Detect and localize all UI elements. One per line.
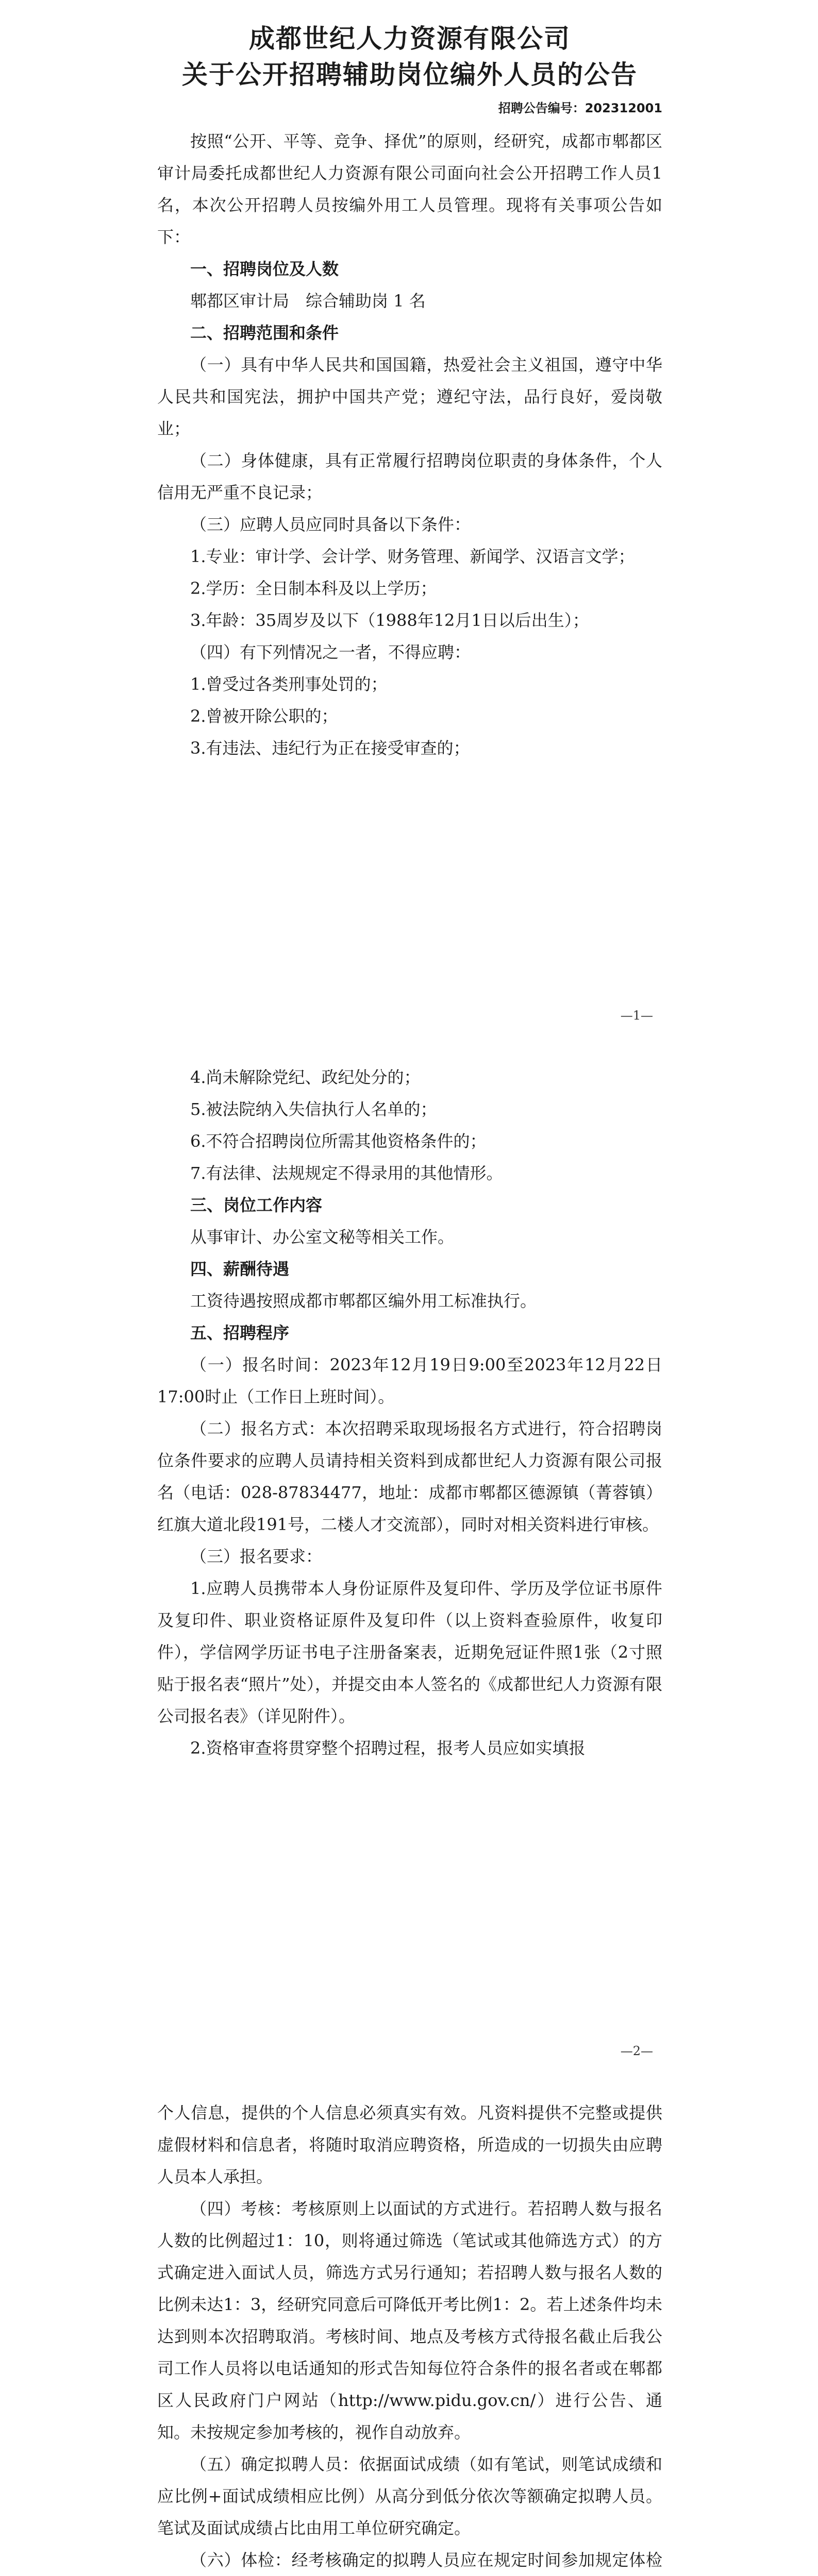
list-item: 3.有违法、违纪行为正在接受审查的； xyxy=(190,738,470,758)
section-1-content: 郫都区审计局 综合辅助岗 1 名 xyxy=(190,291,426,311)
paragraph: 个人信息，提供的个人信息必须真实有效。凡资料提供不完整或提供虚假材料和信息者，将随时取消应聘资格，所造成的一切损失由应聘人员本人承担。 xyxy=(157,2103,662,2187)
section-4-heading: 四、薪酬待遇 xyxy=(190,1259,290,1279)
section-4-content: 工资待遇按照成都市郫都区编外用工标准执行。 xyxy=(190,1291,537,1311)
list-item: 2.曾被开除公职的； xyxy=(190,706,338,726)
paragraph: （一）报名时间：2023年12月19日9:00至2023年12月22日17:00时止（工作日上班时间）。 xyxy=(157,1355,662,1406)
page-1-content xyxy=(157,21,662,764)
section-3-heading: 三、岗位工作内容 xyxy=(190,1195,323,1215)
paragraph: （四）考核：考核原则上以面试的方式进行。若招聘人数与报名人数的比例超过1：10，则将通过筛选（笔试或其他筛选方式）的方式确定进入面试人员，筛选方式另行通知；若招聘人数与报名人数的比例未达1：3，经研究同意后可降低开考比例1：2。若上述条件均未达到则本次招聘取消。考核时间、地点及考核方式待报名截止后我公司工作人员将以电话通知的形式告知每位符合条件的报名者或在郫都区人民政府门户网站（http://www.pidu.gov.cn/）进行公告、通知。未按规定参加考核的，视作自动放弃。 xyxy=(157,2199,662,2442)
paragraph: （三）应聘人员应同时具备以下条件： xyxy=(190,515,471,534)
paragraph: （一）具有中华人民共和国国籍，热爱社会主义祖国，遵守中华人民共和国宪法，拥护中国共产党；遵纪守法，品行良好，爱岗敬业； xyxy=(157,355,662,438)
title-line-1: 成都世纪人力资源有限公司 xyxy=(249,24,571,54)
section-3-content: 从事审计、办公室文秘等相关工作。 xyxy=(190,1227,455,1247)
page-number: —2— xyxy=(620,2044,653,2058)
list-item: 7.有法律、法规规定不得录用的其他情形。 xyxy=(190,1163,503,1183)
list-item: 5.被法院纳入失信执行人名单的； xyxy=(190,1099,437,1119)
page-1 xyxy=(0,0,818,1051)
page-3 xyxy=(0,2087,818,2576)
list-item: 1.专业：审计学、会计学、财务管理、新闻学、汉语言文学； xyxy=(190,547,635,566)
paragraph: （五）确定拟聘人员：依据面试成绩（如有笔试，则笔试成绩和应比例+面试成绩相应比例）从高分到低分依次等额确定拟聘人员。笔试及面试成绩占比由用工单位研究确定。 xyxy=(157,2454,662,2538)
section-2-heading: 二、招聘范围和条件 xyxy=(190,323,339,343)
list-item: 2.资格审查将贯穿整个招聘过程，报考人员应如实填报 xyxy=(190,1738,586,1758)
page-3-content xyxy=(157,2097,662,2576)
page-2 xyxy=(0,1051,818,2087)
list-item: 4.尚未解除党纪、政纪处分的； xyxy=(190,1067,421,1087)
title-line-2: 关于公开招聘辅助岗位编外人员的公告 xyxy=(182,60,638,90)
section-5-heading: 五、招聘程序 xyxy=(190,1323,290,1343)
list-item: 3.年龄：35周岁及以下（1988年12月1日以后出生）； xyxy=(190,611,589,630)
list-item: 6.不符合招聘岗位所需其他资格条件的； xyxy=(190,1131,487,1151)
paragraph: （四）有下列情况之一者，不得应聘： xyxy=(190,642,471,662)
list-item: 2.学历：全日制本科及以上学历； xyxy=(190,579,437,598)
list-item: 1.应聘人员携带本人身份证原件及复印件、学历及学位证书原件及复印件、职业资格证原件及复印件（以上资料查验原件，收复印件），学信网学历证书电子注册备案表，近期免冠证件照1张（2寸照贴于报名表“照片”处），并提交由本人签名的《成都世纪人力资源有限公司报名表》（详见附件）。 xyxy=(157,1579,662,1726)
paragraph: （三）报名要求： xyxy=(190,1547,323,1566)
page-number: —1— xyxy=(620,1008,653,1023)
paragraph: （二）报名方式：本次招聘采取现场报名方式进行，符合招聘岗位条件要求的应聘人员请持相关资料到成都世纪人力资源有限公司报名（电话：028-87834477，地址：成都市郫都区德源镇（菁蓉镇）红旗大道北段191号，二楼人才交流部），同时对相关资料进行审核。 xyxy=(157,1419,662,1534)
paragraph: （二）身体健康，具有正常履行招聘岗位职责的身体条件，个人信用无严重不良记录； xyxy=(157,451,662,502)
document-number: 招聘公告编号：202312001 xyxy=(498,101,662,115)
section-1-heading: 一、招聘岗位及人数 xyxy=(190,259,339,279)
paragraph: （六）体检：经考核确定的拟聘人员应在规定时间参加规定体检 xyxy=(190,2550,662,2570)
page-2-content xyxy=(157,1061,662,1764)
intro-paragraph: 按照“公开、平等、竞争、择优”的原则，经研究，成都市郫都区审计局委托成都世纪人力资源有限公司面向社会公开招聘工作人员1名，本次公开招聘人员按编外用工人员管理。现将有关事项公告如下： xyxy=(157,131,662,247)
list-item: 1.曾受过各类刑事处罚的； xyxy=(190,674,388,694)
